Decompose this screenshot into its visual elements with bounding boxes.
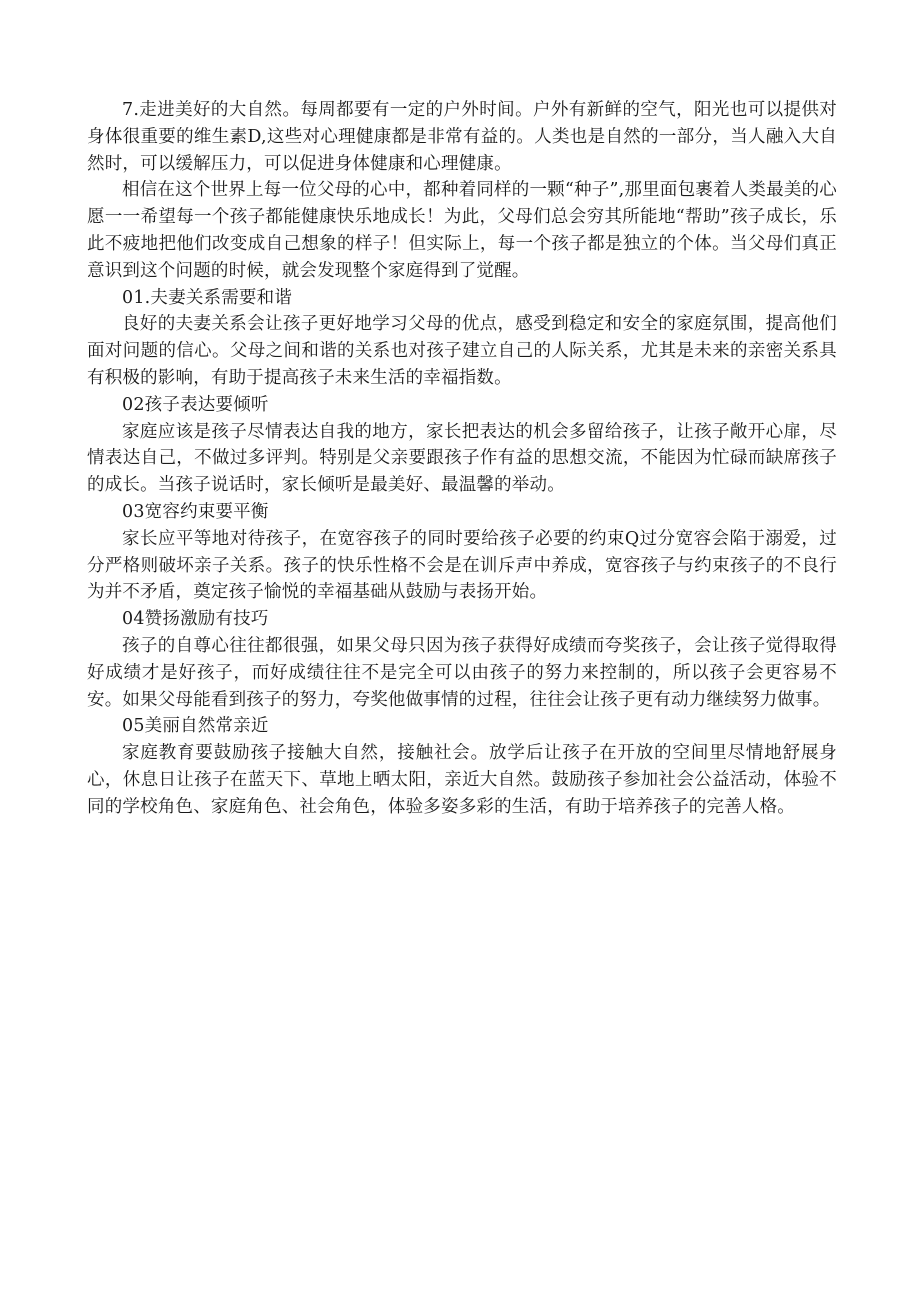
- section-heading-03: 03宽容约束要平衡: [122, 501, 269, 522]
- section-heading-04: 04赞扬激励有技巧: [122, 609, 269, 630]
- section-heading-02: 02孩子表达要倾听: [122, 394, 269, 415]
- paragraph-seed: 相信在这个世界上每一位父母的心中，都种着同样的一颗“种子”,那里面包裹着人类最美的心愿一一希望每一个孩子都能健康快乐地成长！为此，父母们总会穷其所能地“帮助”孩子成长，乐此不疲地把他们改变成自己想象的样子！但实际上，每一个孩子都是独立的个体。当父母们真正意识到这个问题的时候，就会发现整个家庭得到了觉醒。: [87, 180, 837, 281]
- section-heading-05: 05美丽自然常亲近: [122, 716, 269, 737]
- section-heading-01: 01.夫妻关系需要和谐: [122, 287, 293, 308]
- paragraph-marriage: 良好的夫妻关系会让孩子更好地学习父母的优点，感受到稳定和安全的家庭氛围，提高他们面对问题的信心。父母之间和谐的关系也对孩子建立自己的人际关系，尤其是未来的亲密关系具有积极的影响，有助于提高孩子未来生活的幸福指数。: [87, 314, 837, 388]
- paragraph-listening: 家庭应该是孩子尽情表达自我的地方，家长把表达的机会多留给孩子，让孩子敞开心扉，尽情表达自己，不做过多评判。特别是父亲要跟孩子作有益的思想交流，不能因为忙碌而缺席孩子的成长。当孩子说话时，家长倾听是最美好、最温馨的举动。: [87, 421, 837, 496]
- paragraph-outdoors: 家庭教育要鼓励孩子接触大自然，接触社会。放学后让孩子在开放的空间里尽情地舒展身心，休息日让孩子在蓝天下、草地上晒太阳，亲近大自然。鼓励孩子参加社会公益活动，体验不同的学校角色、家庭角色、社会角色，体验多姿多彩的生活，有助于培养孩子的完善人格。: [87, 743, 837, 817]
- paragraph-praise: 孩子的自尊心往往都很强，如果父母只因为孩子获得好成绩而夸奖孩子，会让孩子觉得取得好成绩才是好孩子，而好成绩往往不是完全可以由孩子的努力来控制的，所以孩子会更容易不安。如果父母能看到孩子的努力，夸奖他做事情的过程，往往会让孩子更有动力继续努力做事。: [87, 635, 837, 710]
- document-body: [87, 97, 837, 821]
- paragraph-nature: 7.走进美好的大自然。每周都要有一定的户外时间。户外有新鲜的空气，阳光也可以提供对身体很重要的维生素D,这些对心理健康都是非常有益的。人类也是自然的一部分，当人融入大自然时，可以缓解压力，可以促进身体健康和心理健康。: [87, 100, 837, 174]
- paragraph-tolerance: 家长应平等地对待孩子，在宽容孩子的同时要给孩子必要的约束Q过分宽容会陷于溺爱，过分严格则破坏亲子关系。孩子的快乐性格不会是在训斥声中养成，宽容孩子与约束孩子的不良行为并不矛盾，奠定孩子愉悦的幸福基础从鼓励与表扬开始。: [87, 528, 837, 603]
